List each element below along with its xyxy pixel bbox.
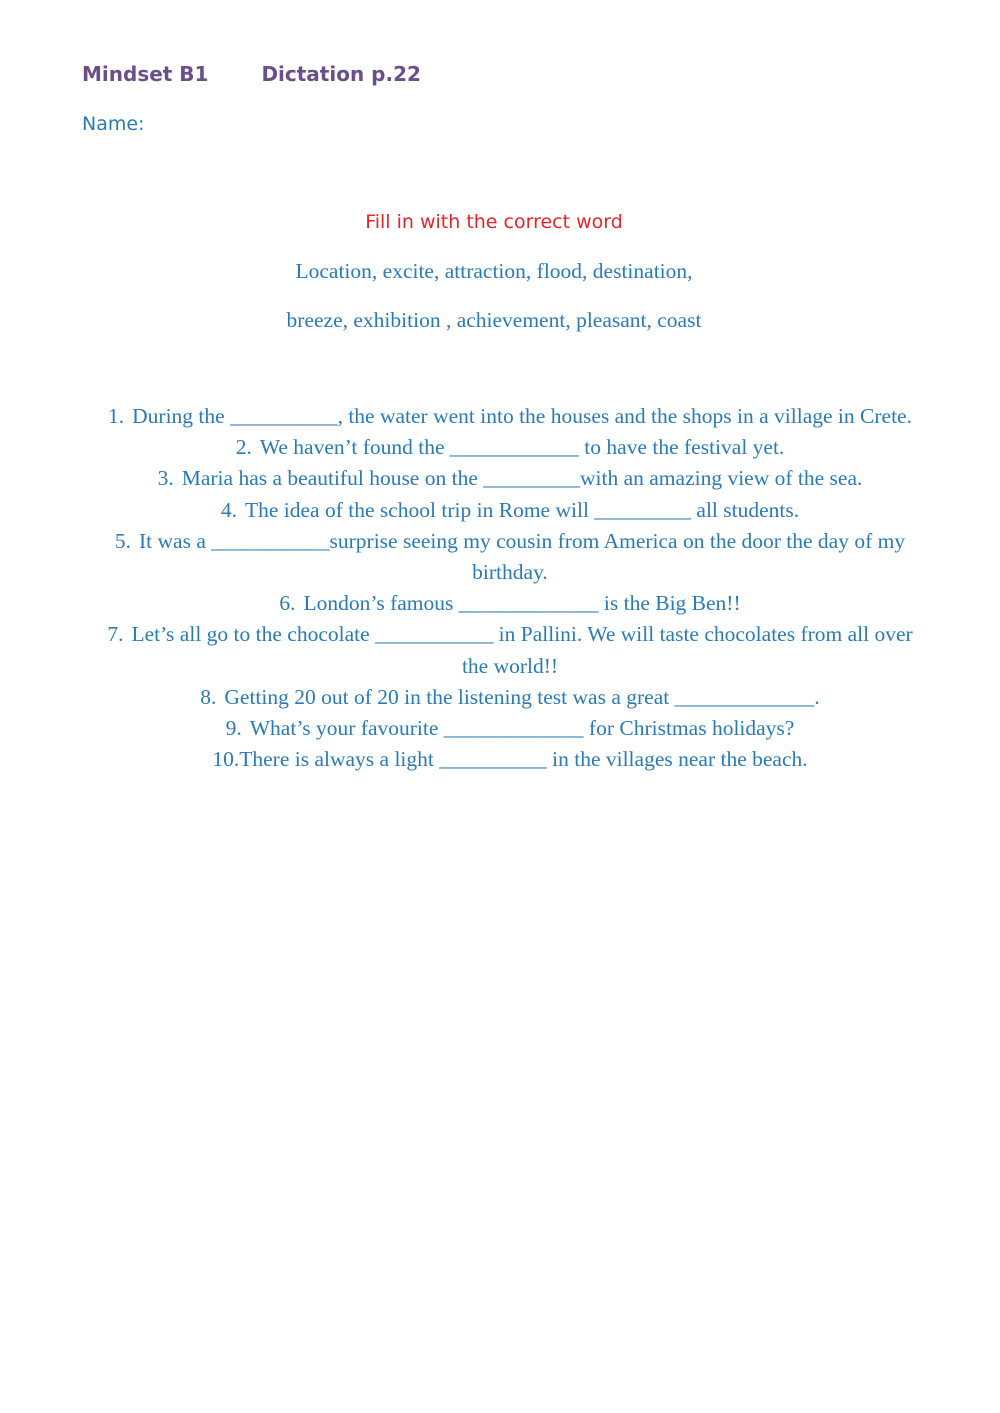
- question-number: 4.: [220, 497, 237, 522]
- question-item: [100, 526, 920, 588]
- question-number: 5.: [114, 528, 132, 553]
- question-text: There is always a light __________ in the villages near the beach.: [239, 747, 808, 772]
- question-item: [100, 713, 920, 744]
- question-number: 2.: [235, 435, 252, 460]
- worksheet-title: Dictation p.22: [261, 62, 421, 86]
- question-number: 8.: [200, 684, 217, 709]
- question-text: It was a ___________surprise seeing my cousin from America on the door the day of my birthday.: [139, 528, 906, 585]
- question-text: Getting 20 out of 20 in the listening test was a great _____________.: [224, 684, 820, 709]
- question-item: [100, 432, 920, 463]
- question-list: [100, 401, 920, 775]
- instruction-text: Fill in with the correct word: [365, 211, 623, 233]
- worksheet-header: [82, 62, 421, 86]
- question-item: [100, 588, 920, 619]
- name-label: Name:: [82, 113, 145, 135]
- question-text: During the __________, the water went into the houses and the shops in a village in Crete.: [132, 404, 912, 428]
- question-number: 1.: [108, 404, 125, 428]
- question-number: 10.: [212, 747, 240, 772]
- question-item: [100, 463, 920, 494]
- question-text: We haven’t found the ____________ to have the festival yet.: [259, 435, 785, 460]
- question-item: [100, 682, 920, 713]
- question-number: 7.: [107, 622, 124, 647]
- question-number: 3.: [157, 466, 174, 491]
- question-item: [100, 495, 920, 526]
- question-text: What’s your favourite _____________ for Christmas holidays?: [249, 716, 795, 741]
- question-number: 9.: [225, 716, 242, 741]
- word-bank-line-1: Location, excite, attraction, flood, destination,: [295, 259, 693, 283]
- question-item: [100, 619, 920, 681]
- question-text: Let’s all go to the chocolate ___________ in Pallini. We will taste chocolates from all over the world!!: [131, 622, 913, 678]
- question-text: London’s famous _____________ is the Big Ben!!: [303, 591, 741, 616]
- question-item: [100, 744, 920, 775]
- question-text: The idea of the school trip in Rome will _________ all students.: [244, 497, 800, 522]
- question-number: 6.: [279, 591, 296, 616]
- question-item: [100, 401, 920, 432]
- course-label: Mindset B1: [82, 62, 209, 86]
- word-bank-line-2: breeze, exhibition , achievement, pleasant, coast: [286, 308, 702, 332]
- question-text: Maria has a beautiful house on the _________with an amazing view of the sea.: [181, 466, 863, 491]
